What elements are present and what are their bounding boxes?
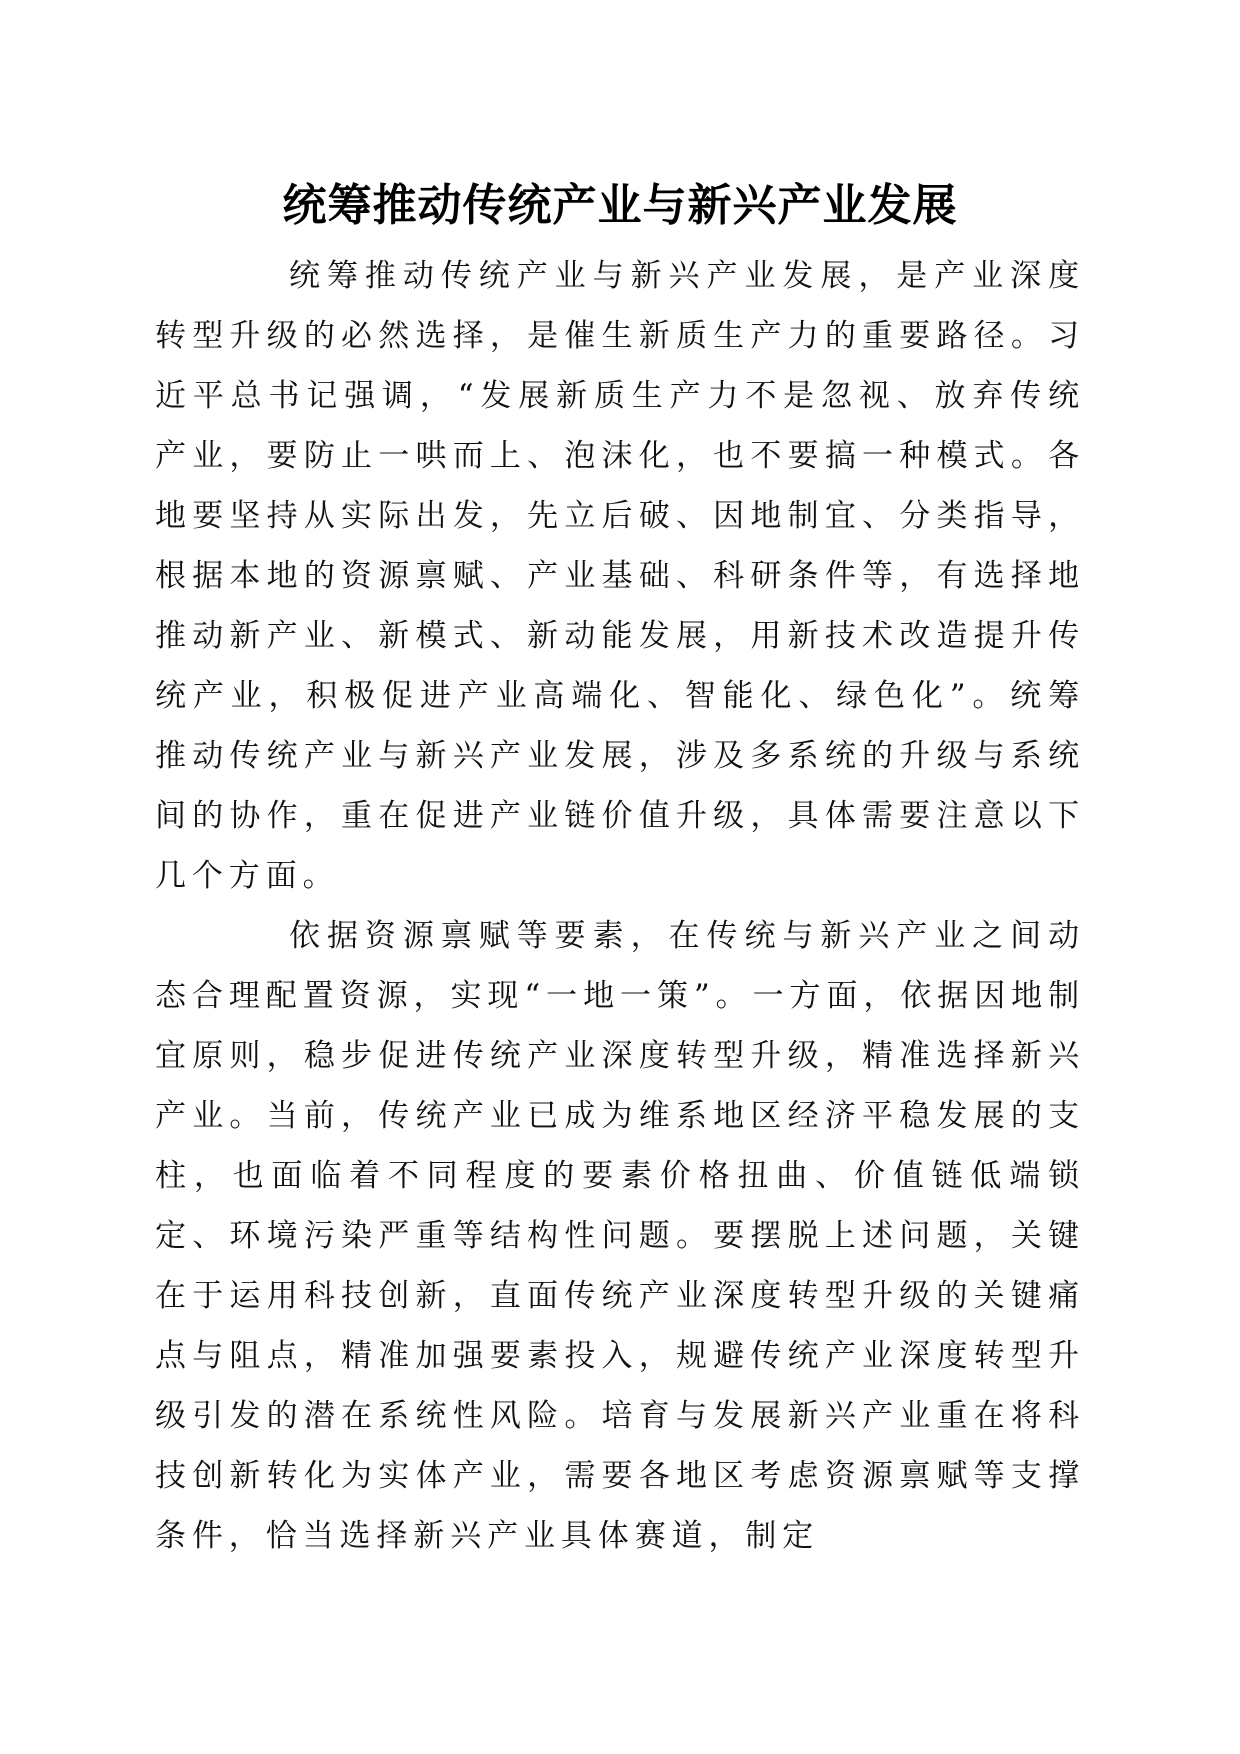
document-title: 统筹推动传统产业与新兴产业发展: [282, 180, 958, 231]
body-paragraph-1: 统筹推动传统产业与新兴产业发展，是产业深度转型升级的必然选择，是催生新质生产力的重要路径。习近平总书记强调，“发展新质生产力不是忽视、放弃传统产业，要防止一哄而上、泡沫化，也不要搞一种模式。各地要坚持从实际出发，先立后破、因地制宜、分类指导，根据本地的资源禀赋、产业基础、科研条件等，有选择地推动新产业、新模式、新动能发展，用新技术改造提升传统产业，积极促进产业高端化、智能化、绿色化”。统筹推动传统产业与新兴产业发展，涉及多系统的升级与系统间的协作，重在促进产业链价值升级，具体需要注意以下几个方面。: [155, 258, 1085, 894]
document-body: [155, 246, 1085, 1566]
body-paragraph-2: 依据资源禀赋等要素，在传统与新兴产业之间动态合理配置资源，实现“一地一策”。一方面，依据因地制宜原则，稳步促进传统产业深度转型升级，精准选择新兴产业。当前，传统产业已成为维系地区经济平稳发展的支柱，也面临着不同程度的要素价格扭曲、价值链低端锁定、环境污染严重等结构性问题。要摆脱上述问题，关键在于运用科技创新，直面传统产业深度转型升级的关键痛点与阻点，精准加强要素投入，规避传统产业深度转型升级引发的潜在系统性风险。培育与发展新兴产业重在将科技创新转化为实体产业，需要各地区考虑资源禀赋等支撑条件，恰当选择新兴产业具体赛道，制定: [155, 918, 1085, 1554]
